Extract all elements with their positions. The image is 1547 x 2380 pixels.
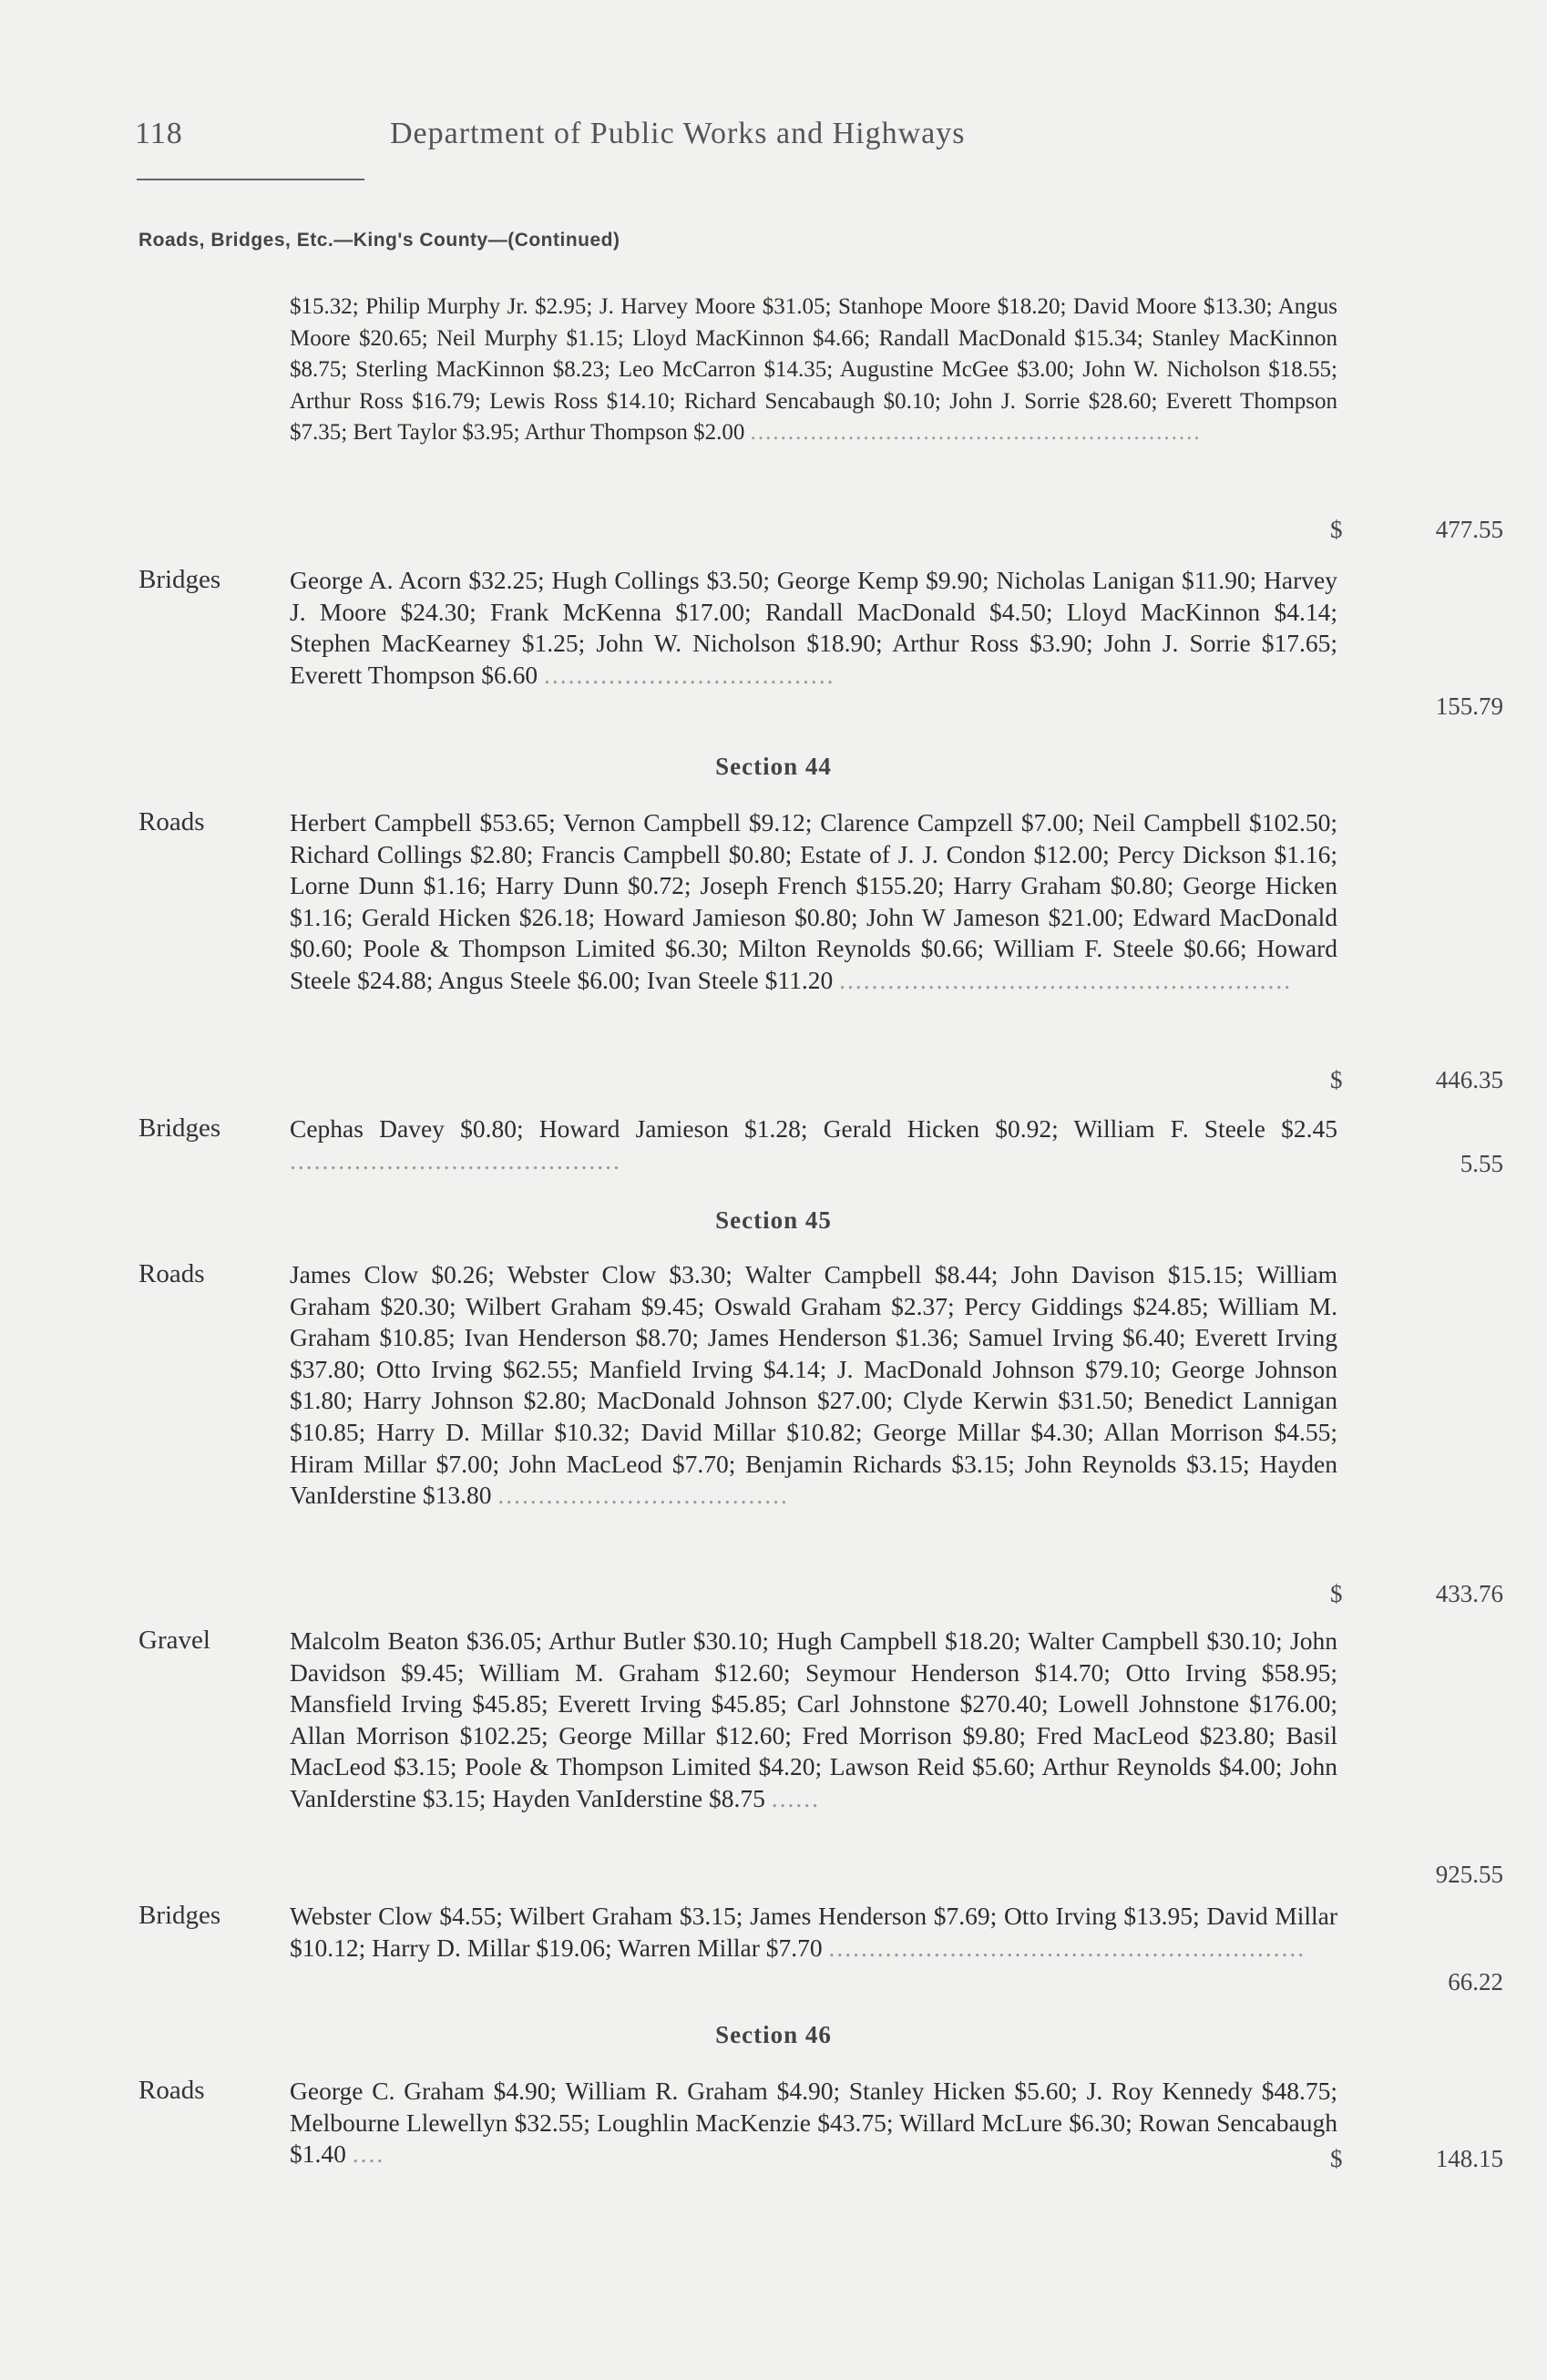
entry-amount	[1330, 1150, 1503, 1178]
section-heading: Section 44	[715, 753, 832, 780]
entry-label: Roads	[138, 1259, 205, 1288]
entry-text: Cephas Davey $0.80; Howard Jamieson $1.28; Gerald Hicken $0.92; William F. Steele $2.45 .........................................	[290, 1114, 1337, 1175]
amount-value: 477.55	[1435, 516, 1503, 543]
running-head: Roads, Bridges, Etc.—King's County—(Continued)	[138, 230, 620, 251]
entry-amount	[1330, 1066, 1503, 1094]
entry-amount	[1330, 692, 1503, 721]
amount-value: 433.76	[1435, 1580, 1503, 1607]
page-title: Department of Public Works and Highways	[390, 117, 966, 150]
entry-amount	[1330, 2145, 1503, 2173]
section-heading: Section 45	[715, 1206, 832, 1234]
entry-text: George C. Graham $4.90; William R. Graham $4.90; Stanley Hicken $5.60; J. Roy Kennedy $48.75; Melbourne Llewellyn $32.55; Loughlin MacKenzie $43.75; Willard McLure $6.30; Rowan Sencabaugh $1.40 ....	[290, 2077, 1337, 2169]
amount-value: 148.15	[1435, 2145, 1503, 2172]
entry-label: Roads	[138, 807, 205, 836]
entry-label: Bridges	[138, 565, 221, 594]
amount-value: 925.55	[1435, 1861, 1503, 1888]
entry-amount	[1330, 1580, 1503, 1608]
amount-value: 155.79	[1435, 692, 1503, 720]
entry-label: Gravel	[138, 1626, 210, 1655]
entry-label: Roads	[138, 2076, 205, 2105]
amount-value: 66.22	[1448, 1968, 1503, 1995]
amount-value: 446.35	[1435, 1066, 1503, 1093]
page-number: 118	[135, 117, 183, 150]
entry-amount	[1330, 1968, 1503, 1996]
entry-text: George A. Acorn $32.25; Hugh Collings $3.50; George Kemp $9.90; Nicholas Lanigan $11.90; Harvey J. Moore $24.30; Frank McKenna $17.00; Randall MacDonald $4.50; Lloyd MacKinnon $4.14; Stephen MacKearney $1.25; John W. Nicholson $18.90; Arthur Ross $3.90; John J. Sorrie $17.65; Everett Thompson $6.60 ....................................	[290, 566, 1337, 689]
entry-amount	[1330, 1861, 1503, 1889]
entry-text: Malcolm Beaton $36.05; Arthur Butler $30.10; Hugh Campbell $18.20; Walter Campbell $30.10; John Davidson $9.45; William M. Graham $12.60; Seymour Henderson $14.70; Otto Irving $58.95; Mansfield Irving $45.85; Everett Irving $45.85; Carl Johnstone $270.40; Lowell Johnstone $176.00; Allan Morrison $102.25; George Millar $12.60; Fred Morrison $9.80; Fred MacLeod $23.80; Basil MacLeod $3.15; Poole & Thompson Limited $4.20; Lawson Reid $5.60; Arthur Reynolds $4.00; John VanIderstine $3.15; Hayden VanIderstine $8.75 ......	[290, 1626, 1337, 1812]
entry-text: James Clow $0.26; Webster Clow $3.30; Walter Campbell $8.44; John Davison $15.15; William Graham $20.30; Wilbert Graham $9.45; Oswald Graham $2.37; Percy Giddings $24.85; William M. Graham $10.85; Ivan Henderson $8.70; James Henderson $1.36; Samuel Irving $6.40; Everett Irving $37.80; Otto Irving $62.55; Manfield Irving $4.14; J. MacDonald Johnson $79.10; George Johnson $1.80; Harry Johnson $2.80; MacDonald Johnson $27.00; Clyde Kerwin $31.50; Benedict Lannigan $10.85; Harry D. Millar $10.32; David Millar $10.82; George Millar $4.30; Allan Morrison $4.55; Hiram Millar $7.00; John MacLeod $7.70; Benjamin Richards $3.15; John Reynolds $3.15; Hayden VanIderstine $13.80 ....................................	[290, 1260, 1337, 1510]
amount-value: 5.55	[1460, 1150, 1503, 1177]
amount-dollar: $	[1330, 1580, 1343, 1607]
header-rule	[137, 179, 364, 180]
section-heading: Section 46	[715, 2021, 832, 2048]
entry-label: Bridges	[138, 1901, 221, 1930]
entry-amount	[1330, 516, 1503, 544]
entry-text: Webster Clow $4.55; Wilbert Graham $3.15; James Henderson $7.69; Otto Irving $13.95; David Millar $10.12; Harry D. Millar $19.06; Warren Millar $7.70 ...........................................................	[290, 1902, 1337, 1962]
amount-dollar: $	[1330, 2145, 1343, 2172]
entry-text: $15.32; Philip Murphy Jr. $2.95; J. Harvey Moore $31.05; Stanhope Moore $18.20; David Moore $13.30; Angus Moore $20.65; Neil Murphy $1.15; Lloyd MacKinnon $4.66; Randall MacDonald $15.34; Stanley MacKinnon $8.75; Sterling MacKinnon $8.23; Leo McCarron $14.35; Augustine McGee $3.00; John W. Nicholson $18.55; Arthur Ross $16.79; Lewis Ross $14.10; Richard Sencabaugh $0.10; John J. Sorrie $28.60; Everett Thompson $7.35; Bert Taylor $3.95; Arthur Thompson $2.00 ............................................................	[290, 294, 1337, 446]
amount-dollar: $	[1330, 516, 1343, 543]
entry-text: Herbert Campbell $53.65; Vernon Campbell $9.12; Clarence Campzell $7.00; Neil Campbell $102.50; Richard Collings $2.80; Francis Campbell $0.80; Estate of J. J. Condon $12.00; Percy Dickson $1.16; Lorne Dunn $1.16; Harry Dunn $0.72; Joseph French $155.20; Harry Graham $0.80; George Hicken $1.16; Gerald Hicken $26.18; Howard Jamieson $0.80; John W Jameson $21.00; Edward MacDonald $0.60; Poole & Thompson Limited $6.30; Milton Reynolds $0.66; William F. Steele $0.66; Howard Steele $24.88; Angus Steele $6.00; Ivan Steele $11.20 ........................................................	[290, 808, 1337, 994]
amount-dollar: $	[1330, 1066, 1343, 1093]
entry-label: Bridges	[138, 1113, 221, 1143]
